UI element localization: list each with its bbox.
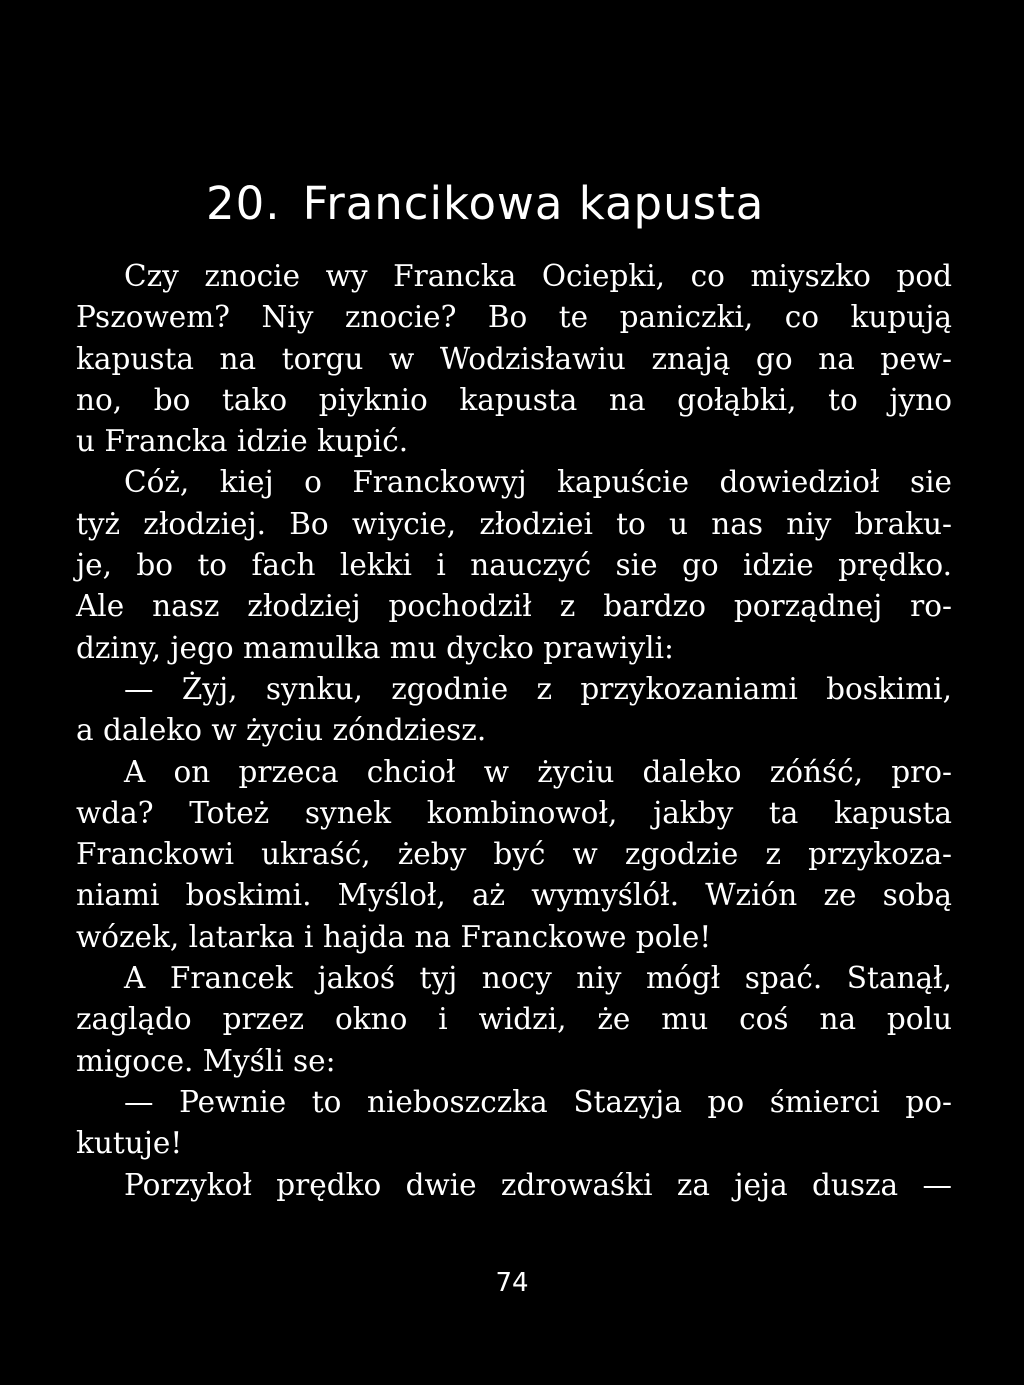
text-line: migoce. Myśli se:: [76, 1043, 336, 1078]
text-line: A Francek jakoś tyj nocy niy mógł spać. Stanął,: [124, 961, 952, 996]
chapter-title: [206, 174, 764, 234]
chapter-number: 20.: [206, 177, 281, 230]
text-line: u Francka idzie kupić.: [76, 424, 409, 459]
text-line: no, bo tako piyknio kapusta na gołąbki, to jyno: [76, 382, 952, 417]
text-line: A on przeca chcioł w życiu daleko zóńść, pro-: [124, 754, 952, 789]
page-number: 74: [495, 1268, 529, 1298]
text-line: dziny, jego mamulka mu dycko prawiyli:: [76, 630, 674, 665]
chapter-body: [76, 256, 952, 1206]
text-line: niami boskimi. Myśloł, aż wymyślół. Wzión ze sobą: [76, 878, 952, 913]
text-line: Cóż, kiej o Franckowyj kapuście dowiedzioł sie: [124, 465, 952, 500]
text-line: Franckowi ukraść, żeby być w zgodzie z przykoza-: [76, 837, 952, 872]
text-line: a daleko w życiu zóndziesz.: [76, 713, 487, 748]
text-line: zaglądo przez okno i widzi, że mu coś na polu: [76, 1002, 952, 1037]
text-line: Pszowem? Niy znocie? Bo te paniczki, co kupują: [76, 300, 952, 335]
chapter-title-text: Francikowa kapusta: [302, 177, 765, 230]
text-line: wózek, latarka i hajda na Franckowe pole!: [76, 919, 712, 954]
text-line: kutuje!: [76, 1126, 183, 1161]
text-line: — Pewnie to nieboszczka Stazyja po śmierci po-: [124, 1084, 952, 1119]
text-line: Ale nasz złodziej pochodził z bardzo porządnej ro-: [76, 589, 952, 624]
text-line: — Żyj, synku, zgodnie z przykozaniami boskimi,: [124, 671, 952, 706]
text-line: je, bo to fach lekki i nauczyć sie go idzie prędko.: [76, 548, 952, 583]
text-line: Czy znocie wy Francka Ociepki, co miyszko pod: [124, 259, 952, 293]
text-line: Porzykoł prędko dwie zdrowaśki za jeja dusza —: [124, 1167, 952, 1202]
text-line: wda? Toteż synek kombinowoł, jakby ta kapusta: [76, 795, 952, 830]
text-line: tyż złodziej. Bo wiycie, złodziei to u nas niy braku-: [76, 506, 952, 541]
text-line: kapusta na torgu w Wodzisławiu znają go na pew-: [76, 341, 952, 376]
